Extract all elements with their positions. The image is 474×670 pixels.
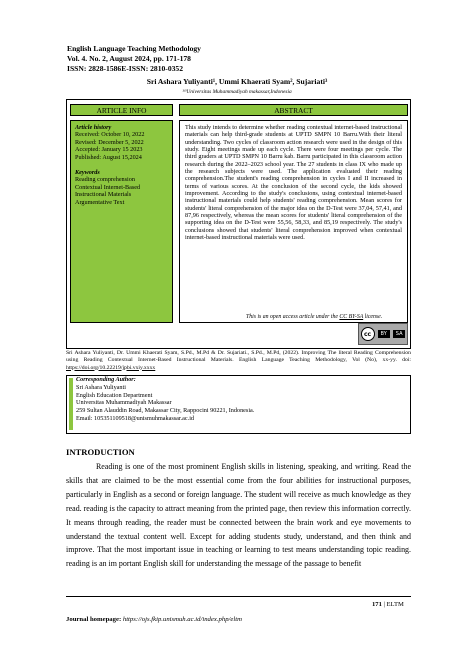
- open-access-note: [246, 314, 382, 320]
- doi-link[interactable]: https://doi.org/10.22219/jpbi.vxiy.xxxx: [66, 364, 156, 371]
- author-list: Sri Ashara Yuliyanti¹, Ummi Khaerati Syam², Sujariati³: [146, 77, 328, 86]
- corresponding-email: Email: 105351109518@unismuhmakassar.ac.id: [76, 414, 195, 422]
- page-num: 171: [372, 601, 382, 608]
- accepted-date: Accepted: January 15 2023: [75, 146, 143, 154]
- cc-by-sa-badge[interactable]: [358, 323, 408, 345]
- cc-icon: cc: [361, 327, 375, 341]
- keyword: Argumentative Text: [75, 198, 125, 206]
- abstract-heading: ABSTRACT: [179, 104, 408, 116]
- article-info-panel: [70, 120, 173, 323]
- footer-rule: [66, 596, 411, 597]
- journal-title: English Language Teaching Methodology: [67, 44, 201, 53]
- homepage-url[interactable]: https://ojs.fkip.unismuh.ac.id/index.php/eltm: [122, 616, 242, 623]
- journal-volume: Vol. 4. No. 2, August 2024, pp. 171-178: [67, 54, 191, 63]
- homepage-label: Journal homepage:: [66, 616, 123, 623]
- abstract-text: This study intends to determine whether reading contextual internet-based instructional materials can help third-grade students at UPTD SMPN 10 Barru.With their literal understanding. Two cycles of classroom action research were used in the design of this study. Eight meetings made up each cycle. There were four meetings per cycle. The third graders at UPTD SMPN 10 Barru kab. Barru participated in this classroom action research during the 2022–2023 school year. The 27 students in class IX who made up the research subjects were used. The application evaluated their reading comprehension.The student's reading comprehension in cycles I and II increased in terms of various scores. At the conclusion of the second cycle, the kids showed improvement. According to the study's conclusions, using contextual internet-based instructional materials could help students' reading comprehension. Mean scores for students' literal comprehension of the major idea on the D-Test were 37,04, 57,41, and 87,96 respectively, whereas the mean scores for students' literal comprehension of the supporting idea on the D-Test were 55,56, 58,33, and 85,19 respectively. The study's conclusions showed that students' literal comprehension improved when contextual internet-based instructional materials were used.: [179, 120, 408, 323]
- corresponding-title: Corresponding Author:: [76, 376, 136, 383]
- open-access-end: license.: [363, 314, 383, 320]
- page-number: [372, 601, 404, 608]
- published-date: Published: August 15,2024: [75, 153, 142, 161]
- keyword: Instructional Materials: [75, 191, 132, 199]
- received-date: Received: October 10, 2022: [75, 131, 145, 139]
- revised-date: Revised: December 5, 2022: [75, 138, 144, 146]
- by-label: BY: [378, 330, 390, 338]
- corresponding-address: 259 Sultan Alauddin Road, Makassar City, Rappocini 90221, Indonesia.: [76, 407, 255, 415]
- history-title: Article history: [75, 124, 112, 131]
- corresponding-dept: English Education Department: [76, 391, 153, 399]
- journal-abbr: ELTM: [386, 601, 404, 608]
- page-sep: |: [381, 601, 387, 608]
- corresponding-name: Sri Ashara Yuliyanti: [76, 383, 126, 391]
- keyword: Reading comprehension: [75, 176, 135, 184]
- intro-body: [66, 460, 411, 571]
- keyword: Contextual Internet-Based: [75, 183, 141, 191]
- corresponding-univ: Universitas Muhammadiyah Makassar: [76, 399, 172, 407]
- journal-issn: ISSN: 2828-1586E-ISSN: 2810-0352: [67, 64, 184, 73]
- corresponding-details: [76, 376, 254, 423]
- citation-text: Sri Ashara Yuliyanti, Dr. Ummi Khaerati Syam, S.Pd., M.Pd & Dr. Sujariati., S.Pd., M.Pd, (2022). Improving The literal Reading Comprehension using Reading Contextual Internet-Based Instructional Materials. English Language Teaching Methodology, Vol (No), xx-yy. doi:: [66, 350, 411, 364]
- article-info-heading: ARTICLE INFO: [70, 104, 173, 116]
- affiliation: ¹ʲ³Universitas Muhammadiyah makassar,Indonesia: [182, 89, 292, 95]
- open-access-text: This is an open access article under the: [246, 314, 340, 320]
- citation: [66, 350, 411, 372]
- keywords-title: Keywords: [75, 169, 100, 177]
- intro-heading: INTRODUCTION: [66, 447, 135, 457]
- journal-header: [67, 44, 201, 74]
- sa-label: SA: [393, 330, 406, 338]
- license-link[interactable]: CC BY-SA: [339, 314, 364, 320]
- journal-homepage: [66, 616, 242, 623]
- intro-paragraph: Reading is one of the most prominent English skills in listening, speaking, and writing. Read the skills that are claimed to be the most essential come from the four abilities for instructional purposes, particularly in English as a second or foreign language. The student will receive as much knowledge as they read. reading is the capacity to attract meaning from the printed page, then review this information correctly. It means through reading, the reader must be connected between the brain work and eye movements to understand the textual content well. Except for adding students study, understand, and then think and improve. That the most important issue in teaching or learning to test means understanding topic reading. reading is an im portant English skill for understanding the message of the passage to benefit: [66, 462, 411, 569]
- corresponding-accent-bar: [69, 378, 73, 430]
